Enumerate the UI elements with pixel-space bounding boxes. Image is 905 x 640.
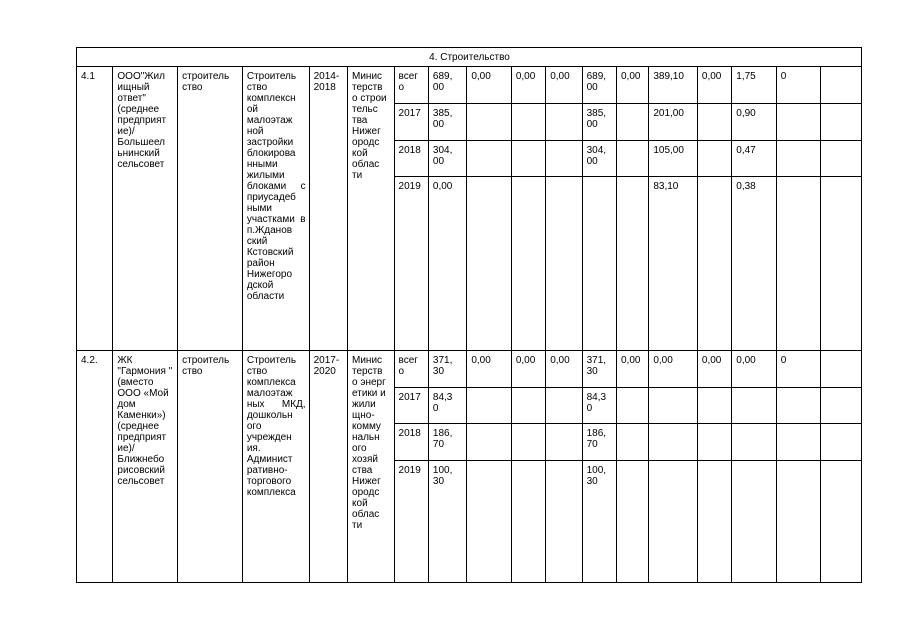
table-body (77, 48, 862, 583)
value-cell (467, 141, 512, 177)
value-cell (776, 104, 821, 141)
value-cell (511, 424, 545, 461)
value-cell (649, 388, 698, 424)
value-cell (467, 424, 512, 461)
value-cell: 0,00 (649, 351, 698, 388)
row-number: 4.2. (77, 351, 113, 583)
value-cell (821, 177, 862, 351)
value-cell (467, 177, 512, 351)
value-cell: 186, 70 (428, 424, 466, 461)
value-cell: 100, 30 (428, 461, 466, 583)
value-cell (821, 388, 862, 424)
value-cell: 389,10 (649, 67, 698, 104)
value-cell (732, 461, 777, 583)
value-cell (546, 388, 582, 424)
value-cell: 385, 00 (428, 104, 466, 141)
year-cell: 2019 (394, 177, 428, 351)
value-cell (616, 104, 648, 141)
value-cell: 689, 00 (428, 67, 466, 104)
value-cell (467, 461, 512, 583)
value-cell (776, 388, 821, 424)
value-cell: 0 (776, 67, 821, 104)
value-cell (546, 177, 582, 351)
value-cell (821, 424, 862, 461)
value-cell (582, 177, 616, 351)
value-cell (821, 67, 862, 104)
value-cell: 371, 30 (428, 351, 466, 388)
value-cell: 83,10 (649, 177, 698, 351)
value-cell: 0,00 (546, 67, 582, 104)
value-cell (776, 177, 821, 351)
ministry: Минис терств о строи тельс тва Нижег ородс кой облас ти (348, 67, 395, 351)
value-cell (616, 461, 648, 583)
project-description: Строитель ство комплексн ой малоэтаж ной застройки блокирова нными жилыми блоками с приусадеб ными участками в п.Жданов ский Кстовский район Нижегоро дской области (242, 67, 309, 351)
activity-type: строитель ство (178, 67, 243, 351)
value-cell: 186, 70 (582, 424, 616, 461)
value-cell: 0,00 (697, 67, 731, 104)
value-cell (511, 461, 545, 583)
value-cell: 100, 30 (582, 461, 616, 583)
value-cell (821, 141, 862, 177)
value-cell: 0,00 (697, 351, 731, 388)
value-cell: 0,00 (546, 351, 582, 388)
year-cell: 2018 (394, 141, 428, 177)
value-cell: 0,00 (616, 351, 648, 388)
section-title-row (77, 48, 862, 67)
value-cell (821, 351, 862, 388)
value-cell (732, 424, 777, 461)
period: 2017- 2020 (309, 351, 347, 583)
value-cell: 371, 30 (582, 351, 616, 388)
value-cell (546, 141, 582, 177)
value-cell: 1,75 (732, 67, 777, 104)
value-cell: 0,00 (428, 177, 466, 351)
value-cell (776, 461, 821, 583)
table-row (77, 67, 862, 104)
organization: ООО"Жил ищный ответ" (среднее предприят ие)/ Большеел ьнинский сельсовет (113, 67, 178, 351)
value-cell: 304, 00 (428, 141, 466, 177)
value-cell: 0,00 (467, 67, 512, 104)
project-description: Строитель ство комплекса малоэтаж ных МКД, дошкольн ого учрежден ия. Админист ративно- торгового комплекса (242, 351, 309, 583)
value-cell (616, 388, 648, 424)
value-cell (821, 461, 862, 583)
value-cell: 0,00 (616, 67, 648, 104)
value-cell: 0,00 (511, 351, 545, 388)
value-cell (467, 104, 512, 141)
value-cell (697, 141, 731, 177)
value-cell (511, 388, 545, 424)
value-cell: 0,90 (732, 104, 777, 141)
value-cell (511, 141, 545, 177)
value-cell (511, 104, 545, 141)
value-cell (546, 424, 582, 461)
value-cell: 689, 00 (582, 67, 616, 104)
value-cell (697, 104, 731, 141)
value-cell (649, 461, 698, 583)
activity-type: строитель ство (178, 351, 243, 583)
value-cell (616, 177, 648, 351)
value-cell (697, 424, 731, 461)
year-cell: 2018 (394, 424, 428, 461)
year-cell: 2017 (394, 104, 428, 141)
period: 2014- 2018 (309, 67, 347, 351)
value-cell: 0,00 (511, 67, 545, 104)
value-cell (511, 177, 545, 351)
value-cell: 105,00 (649, 141, 698, 177)
year-cell: всег о (394, 67, 428, 104)
value-cell: 385, 00 (582, 104, 616, 141)
year-cell: 2019 (394, 461, 428, 583)
value-cell: 0,00 (467, 351, 512, 388)
value-cell (732, 388, 777, 424)
table-row (77, 351, 862, 388)
value-cell: 304, 00 (582, 141, 616, 177)
value-cell: 201,00 (649, 104, 698, 141)
value-cell (467, 388, 512, 424)
value-cell (697, 461, 731, 583)
value-cell (697, 177, 731, 351)
value-cell (546, 104, 582, 141)
value-cell: 0,38 (732, 177, 777, 351)
year-cell: 2017 (394, 388, 428, 424)
value-cell: 0 (776, 351, 821, 388)
value-cell (821, 104, 862, 141)
value-cell (697, 388, 731, 424)
value-cell: 0,47 (732, 141, 777, 177)
value-cell (776, 141, 821, 177)
value-cell (649, 424, 698, 461)
value-cell (616, 141, 648, 177)
value-cell (776, 424, 821, 461)
row-number: 4.1 (77, 67, 113, 351)
value-cell (616, 424, 648, 461)
value-cell: 84,3 0 (582, 388, 616, 424)
section-title: 4. Строительство (77, 48, 862, 67)
organization: ЖК "Гармония " (вместо ООО «Мой дом Каменки») (среднее предприят ие)/ Ближнебо рисовский сельсовет (113, 351, 178, 583)
value-cell (546, 461, 582, 583)
value-cell: 84,3 0 (428, 388, 466, 424)
value-cell: 0,00 (732, 351, 777, 388)
construction-table (76, 47, 862, 583)
year-cell: всег о (394, 351, 428, 388)
ministry: Минис терств о энерг етики и жили щно- комму нальн ого хозяй ства Нижег ородс кой облас ти (348, 351, 395, 583)
